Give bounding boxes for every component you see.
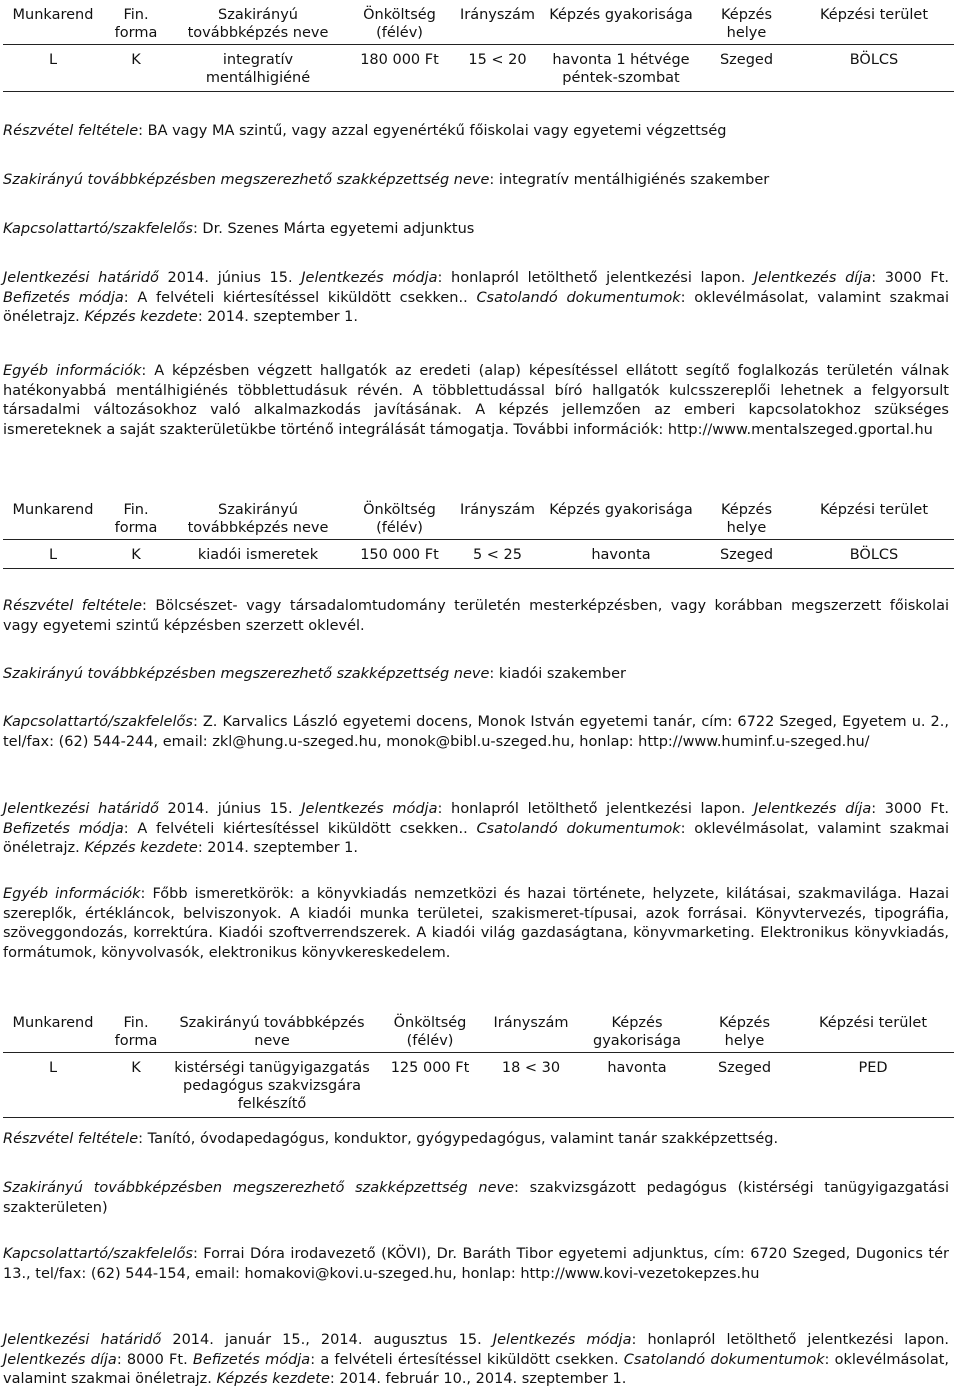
program-1-kapcsolat: Kapcsolattartó/szakfelelős: Dr. Szenes Márta egyetemi adjunktus: [3, 221, 475, 237]
header-fin-forma: Fin. forma: [114, 502, 158, 536]
header-iranyszam: Irányszám: [493, 1015, 569, 1031]
program-2-jelentkezes: Jelentkezési határidő 2014. június 15. Jelentkezés módja: honlapról letölthető jelentkezési lapon. Jelentkezés díja: 3000 Ft. Befizetés módja: A felvételi kiértesítéssel kiküldött csekken.. Csatolandó dokumentumok: oklevélmásolat, valamint szakmai önéletrajz. Képzés kezdete: 2014. szeptember 1.: [3, 801, 950, 856]
cell-szak-neve: kistérségi tanügyigazgatás pedagógus szakvizsgára felkészítő: [169, 1053, 375, 1118]
cell-munkarend: L: [3, 540, 103, 569]
cell-gyakorisag: havonta: [543, 540, 699, 569]
header-iranyszam: Irányszám: [459, 7, 536, 23]
program-3-table: [3, 1011, 954, 1118]
cell-terulet: PED: [792, 1053, 954, 1118]
cell-fin-forma: K: [103, 540, 169, 569]
table-row: [3, 540, 954, 569]
header-fin-forma: Fin. forma: [114, 7, 158, 41]
cell-iranyszam: 18 < 30: [485, 1053, 577, 1118]
program-2-kapcsolat: Kapcsolattartó/szakfelelős: Z. Karvalics László egyetemi docens, Monok István egyetemi tanár, cím: 6722 Szeged, Egyetem u. 2., tel/fax: (62) 544-244, email: zkl@hung.u-szeged.hu, monok@bibl.u-szeged.hu, honlap: http://www.huminf.u-szeged.hu/: [3, 714, 949, 750]
program-2-reszvetel: Részvétel feltétele: Bölcsészet- vagy társadalomtudomány területén mesterképzésben, vagy korábban megszerzett főiskolai vagy egyetemi szintű képzésben szerzett oklevél.: [3, 598, 950, 634]
header-munkarend: Munkarend: [12, 1015, 94, 1031]
cell-munkarend: L: [3, 1053, 103, 1118]
program-1-jelentkezes: Jelentkezési határidő 2014. június 15. Jelentkezés módja: honlapról letölthető jelentkezési lapon. Jelentkezés díja: 3000 Ft. Befizetés módja: A felvételi kiértesítéssel kiküldött csekken.. Csatolandó dokumentumok: oklevélmásolat, valamint szakmai önéletrajz. Képzés kezdete: 2014. szeptember 1.: [3, 270, 950, 325]
header-szak-neve: Szakirányú továbbképzés neve: [187, 502, 329, 536]
cell-szak-neve: integratív mentálhigiéné: [169, 45, 347, 92]
header-terulet: Képzési terület: [819, 502, 929, 518]
cell-onkoltseg: 150 000 Ft: [347, 540, 452, 569]
program-3-kapcsolat: Kapcsolattartó/szakfelelős: Forrai Dóra irodavezető (KÖVI), Dr. Baráth Tibor egyetemi adjunktus, cím: 6720 Szeged, Dugonics tér 13., tel/fax: (62) 544-154, email: homakovi@kovi.u-szeged.hu, honlap: http://www.kovi-vezetokepzes.hu: [3, 1246, 949, 1282]
header-helye: Képzés helye: [721, 502, 772, 536]
program-1-table: [3, 3, 954, 92]
program-1-egyeb: Egyéb információk: A képzésben végzett hallgatók az eredeti (alap) képesítéssel ellátott segítő foglalkozás területén válnak hatékonyabbá mentálhigiénés többlettudásuk révén. A többlettudással bíró hallgatók kulcsszereplői lehetnek a felgyorsult társadalmi változásokhoz való alkalmazkodás javításának. A képzés jellemzően az emberi kapcsolatokhoz szükséges ismereteknek a saját szakterületükbe történő integrálását támogatja. További információk: http://www.mentalszeged.gportal.hu: [3, 363, 949, 438]
cell-gyakorisag: havonta: [577, 1053, 697, 1118]
header-helye: Képzés helye: [719, 1015, 770, 1049]
header-helye: Képzés helye: [721, 7, 772, 41]
table-row: [3, 1053, 954, 1118]
table-header-row: [3, 498, 954, 540]
table-header-row: [3, 3, 954, 45]
header-szak-neve: Szakirányú továbbképzés neve: [187, 7, 329, 41]
header-onkoltseg: Önköltség (félév): [363, 7, 436, 41]
cell-terulet: BÖLCS: [794, 540, 954, 569]
cell-helye: Szeged: [699, 540, 794, 569]
cell-onkoltseg: 180 000 Ft: [347, 45, 452, 92]
cell-iranyszam: 15 < 20: [452, 45, 543, 92]
header-gyakorisag: Képzés gyakorisága: [593, 1015, 681, 1049]
program-3-jelentkezes: Jelentkezési határidő 2014. január 15., 2014. augusztus 15. Jelentkezés módja: honlapról letölthető jelentkezési lapon. Jelentkezés díja: 8000 Ft. Befizetés módja: a felvételi értesítéssel kiküldött csekken. Csatolandó dokumentumok: oklevélmásolat, valamint szakmai önéletrajz. Képzés kezdete: 2014. február 10., 2014. szeptember 1.: [3, 1332, 950, 1387]
cell-helye: Szeged: [697, 1053, 792, 1118]
header-fin-forma: Fin. forma: [114, 1015, 158, 1049]
cell-iranyszam: 5 < 25: [452, 540, 543, 569]
header-szak-neve: Szakirányú továbbképzés neve: [179, 1015, 365, 1049]
header-terulet: Képzési terület: [819, 7, 929, 23]
header-iranyszam: Irányszám: [459, 502, 536, 518]
program-1-reszvetel: Részvétel feltétele: BA vagy MA szintű, vagy azzal egyenértékű főiskolai vagy egyetemi végzettség: [3, 123, 727, 139]
table-header-row: [3, 1011, 954, 1053]
table-row: [3, 45, 954, 92]
header-onkoltseg: Önköltség (félév): [363, 502, 436, 536]
program-2-szakkepzettseg: Szakirányú továbbképzésben megszerezhető szakképzettség neve: kiadói szakember: [3, 666, 626, 682]
header-munkarend: Munkarend: [12, 7, 94, 23]
cell-fin-forma: K: [103, 45, 169, 92]
header-gyakorisag: Képzés gyakorisága: [549, 502, 693, 518]
header-terulet: Képzési terület: [818, 1015, 928, 1031]
program-3-szakkepzettseg: Szakirányú továbbképzésben megszerezhető szakképzettség neve: szakvizsgázott pedagógus (kistérségi tanügyigazgatási szakterületen): [3, 1180, 949, 1216]
program-2-table: [3, 498, 954, 569]
cell-terulet: BÖLCS: [794, 45, 954, 92]
cell-helye: Szeged: [699, 45, 794, 92]
cell-munkarend: L: [3, 45, 103, 92]
header-gyakorisag: Képzés gyakorisága: [549, 7, 693, 23]
program-1-szakkepzettseg: Szakirányú továbbképzésben megszerezhető szakképzettség neve: integratív mentálhigiénés szakember: [3, 172, 770, 188]
program-3-reszvetel: Részvétel feltétele: Tanító, óvodapedagógus, konduktor, gyógypedagógus, valamint tanár szakképzettség.: [3, 1131, 779, 1147]
cell-gyakorisag: havonta 1 hétvége péntek-szombat: [543, 45, 699, 92]
header-onkoltseg: Önköltség (félév): [393, 1015, 467, 1049]
cell-szak-neve: kiadói ismeretek: [169, 540, 347, 569]
program-2-egyeb: Egyéb információk: Főbb ismeretkörök: a könyvkiadás nemzetközi és hazai története, helyzete, kilátásai, szakmavilága. Hazai szereplők, értékláncok, belviszonyok. A kiadói munka területei, szakismeret-típusai, azok forrásai. Könyvtervezés, tipográfia, szöveggondozás, korrektúra. Kiadói szoftverrendszerek. A kiadói világ gazdaságtana, könyvmarketing. Elektronikus könyvkiadás, formátumok, könyvolvasók, elektronikus könyvkereskedelem.: [3, 886, 949, 961]
cell-fin-forma: K: [103, 1053, 169, 1118]
cell-onkoltseg: 125 000 Ft: [375, 1053, 485, 1118]
header-munkarend: Munkarend: [12, 502, 94, 518]
